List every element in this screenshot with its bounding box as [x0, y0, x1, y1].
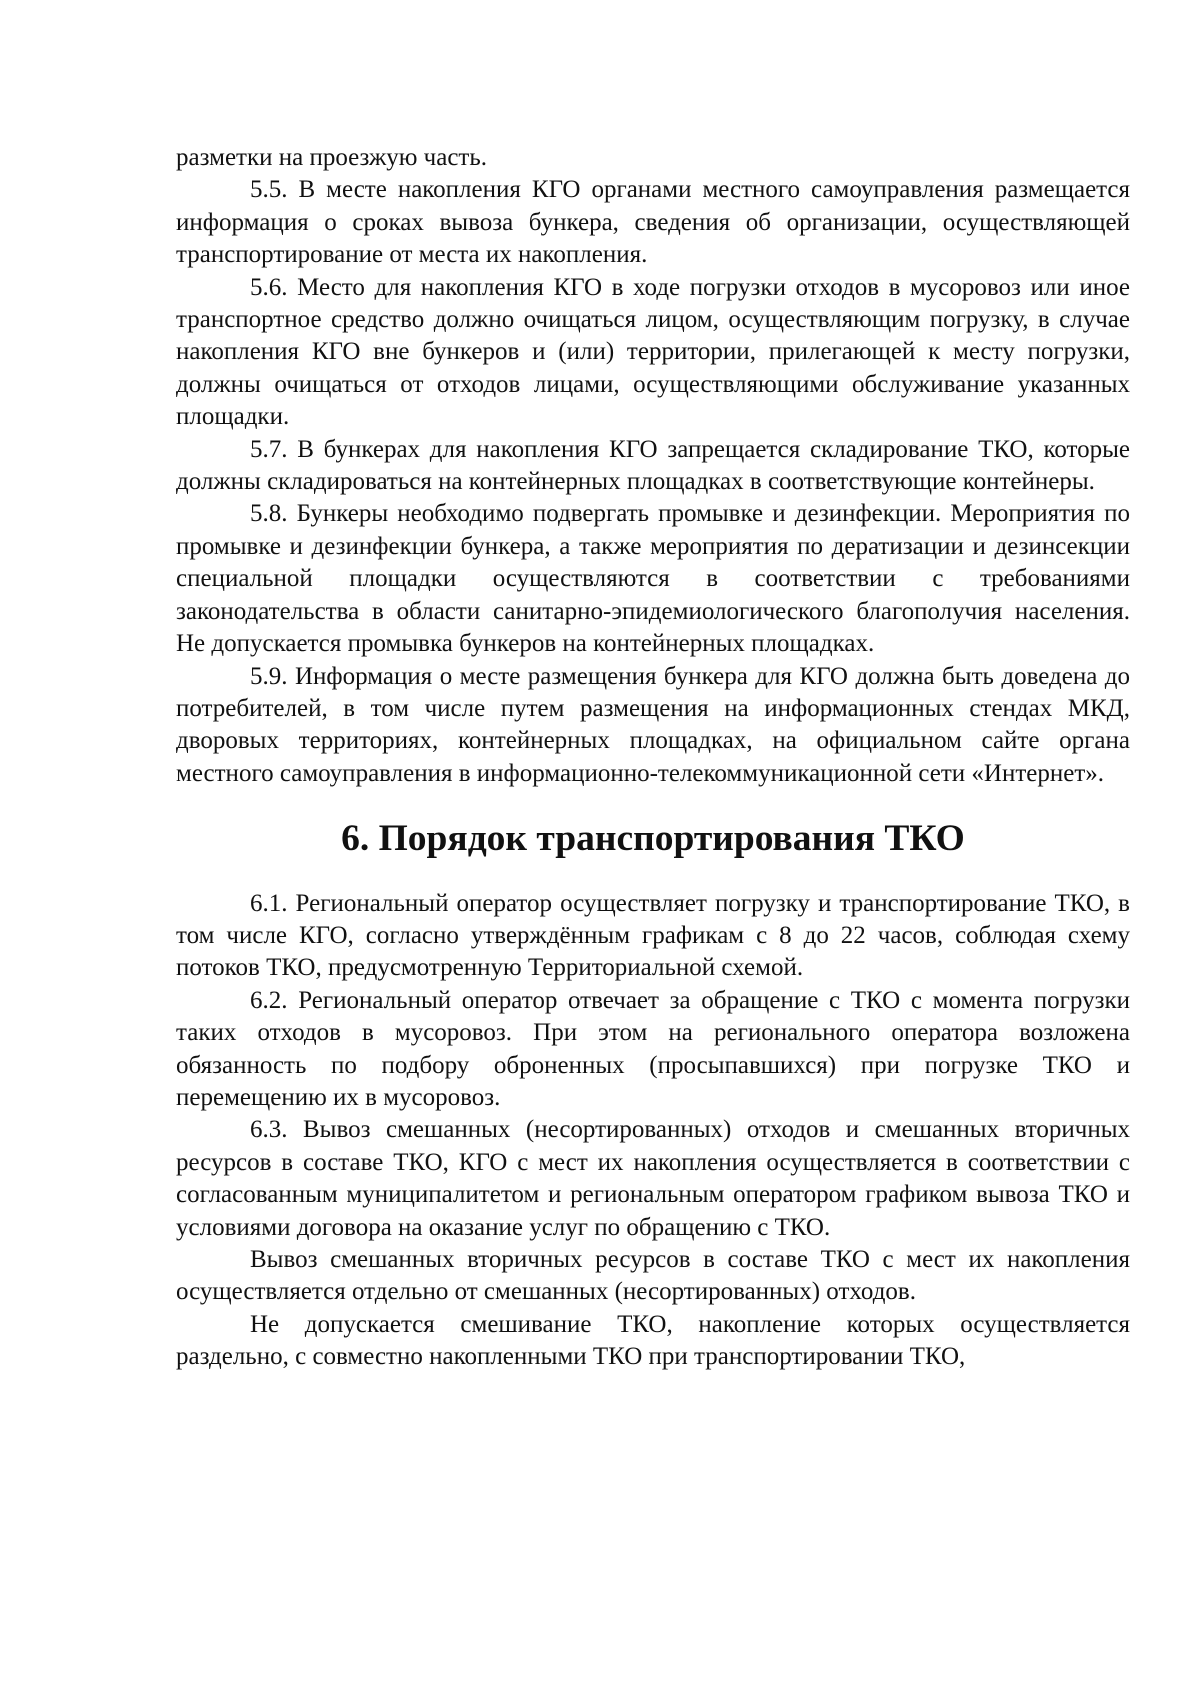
paragraph-6-3-secondary: Вывоз смешанных вторичных ресурсов в составе ТКО с мест их накопления осуществляется отдельно от смешанных (несортированных) отходов. [176, 1246, 1130, 1306]
section-heading: 6. Порядок транспортирования ТКО [341, 818, 965, 860]
paragraph-5-8: 5.8. Бункеры необходимо подвергать промывке и дезинфекции. Мероприятия по промывке и дезинфекции бункера, а также мероприятия по дератизации и дезинсекции специальной площадки осуществляются в соответствии с требованиями законодательства в области санитарно-эпидемиологического благополучия населения. Не допускается промывка бункеров на контейнерных площадках. [176, 500, 1130, 658]
paragraph-6-3: 6.3. Вывоз смешанных (несортированных) отходов и смешанных вторичных ресурсов в составе ТКО, КГО с мест их накопления осуществляется в соответствии с согласованным муниципалитетом и региональным оператором графиком вывоза ТКО и условиями договора на оказание услуг по обращению с ТКО. [176, 1116, 1130, 1241]
paragraph-6-3-mixing: Не допускается смешивание ТКО, накопление которых осуществляется раздельно, с совместно накопленными ТКО при транспортировании ТКО, [176, 1310, 1130, 1371]
paragraph-continuation: разметки на проезжую часть. [176, 144, 488, 171]
document-page [176, 142, 1130, 1374]
paragraph-5-7: 5.7. В бункерах для накопления КГО запрещается складирование ТКО, которые должны складироваться на контейнерных площадках в соответствующие контейнеры. [176, 435, 1130, 496]
paragraph-5-6: 5.6. Место для накопления КГО в ходе погрузки отходов в мусоровоз или иное транспортное средство должно очищаться лицом, осуществляющим погрузку, в случае накопления КГО вне бункеров и (или) территории, прилегающей к месту погрузки, должны очищаться от отходов лицами, осуществляющими обслуживание указанных площадки. [176, 273, 1130, 431]
paragraph-5-5: 5.5. В месте накопления КГО органами местного самоуправления размещается информация о сроках вывоза бункера, сведения об организации, осуществляющей транспортирование от места их накопления. [176, 176, 1130, 269]
paragraph-6-2: 6.2. Региональный оператор отвечает за обращение с ТКО с момента погрузки таких отходов в мусоровоз. При этом на регионального оператора возложена обязанность по подбору оброненных (просыпавшихся) при погрузке ТКО и перемещению их в мусоровоз. [176, 986, 1130, 1111]
paragraph-6-1: 6.1. Региональный оператор осуществляет погрузку и транспортирование ТКО, в том числе КГО, согласно утверждённым графикам с 8 до 22 часов, соблюдая схему потоков ТКО, предусмотренную Территориальной схемой. [176, 889, 1130, 982]
paragraph-5-9: 5.9. Информация о месте размещения бункера для КГО должна быть доведена до потребителей, в том числе путем размещения на информационных стендах МКД, дворовых территориях, контейнерных площадках, на официальном сайте органа местного самоуправления в информационно-телекоммуникационной сети «Интернет». [176, 662, 1130, 787]
